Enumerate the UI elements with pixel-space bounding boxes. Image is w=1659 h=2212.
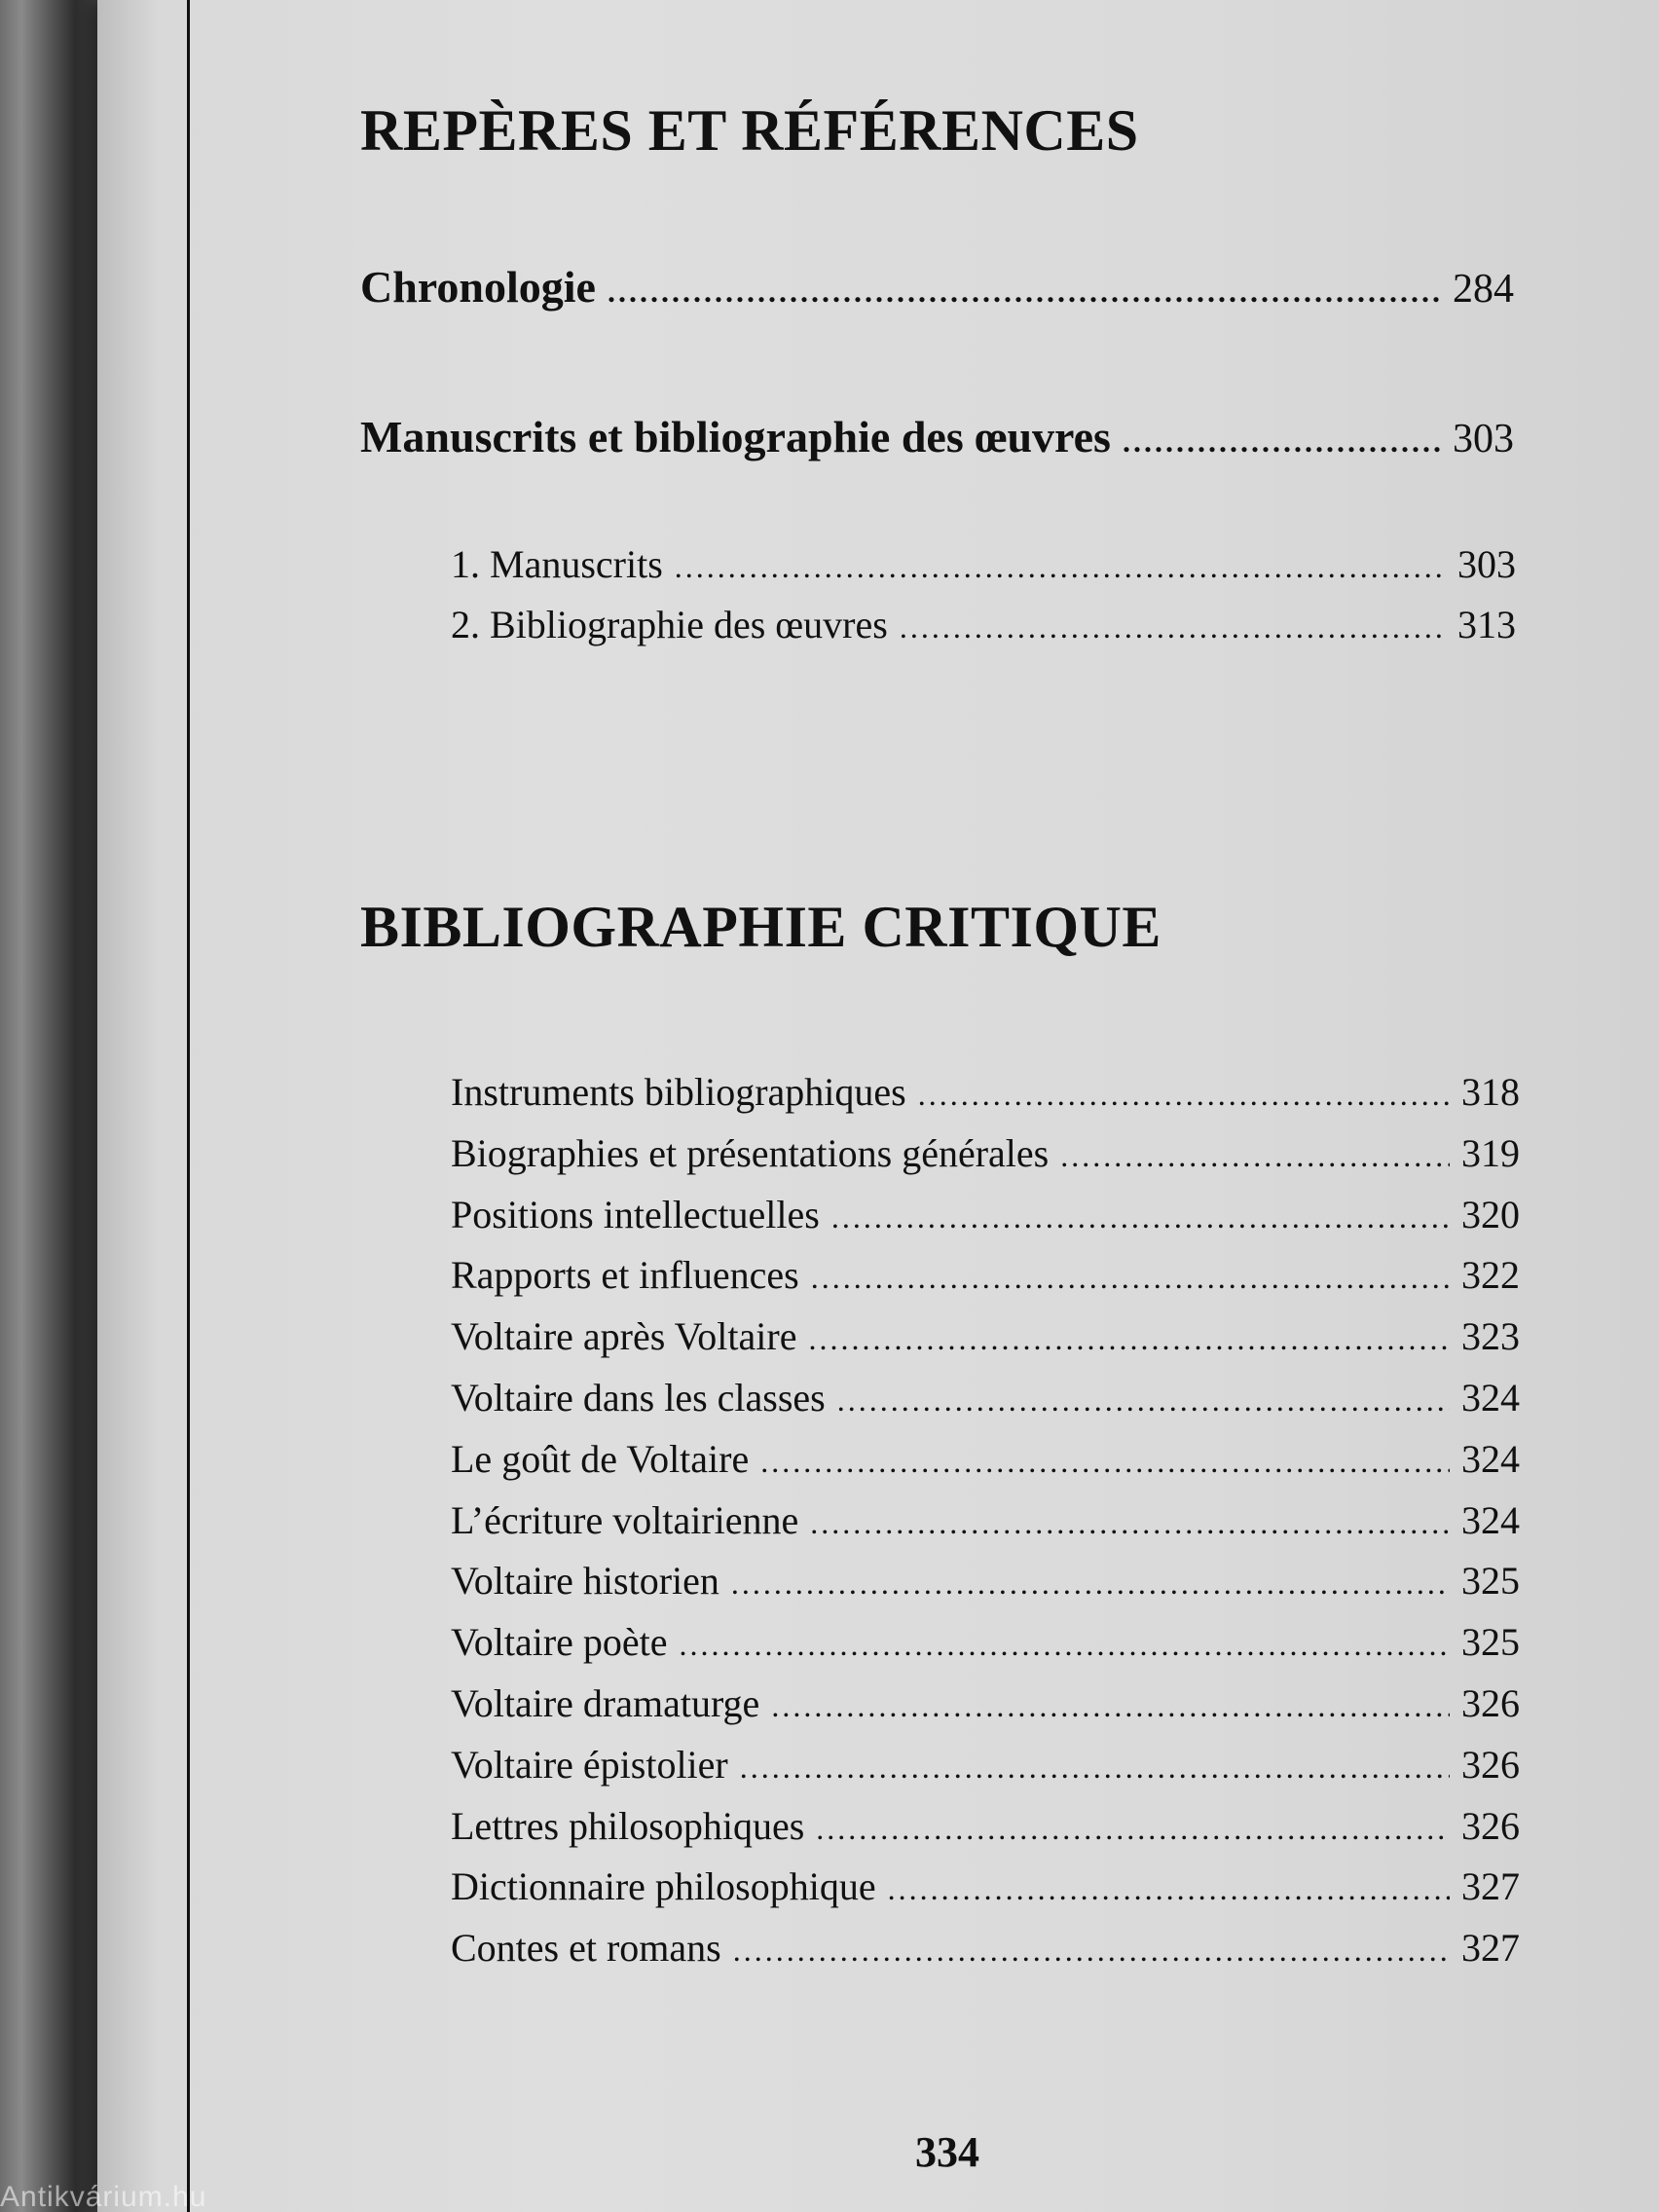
- toc-entry-label: Voltaire poète: [451, 1620, 668, 1664]
- toc-entry: [451, 1313, 1520, 1359]
- dot-leader: [675, 549, 1446, 585]
- dot-leader: [831, 1199, 1450, 1235]
- toc-entry-label: Instruments bibliographiques: [451, 1070, 906, 1114]
- toc-entry-label: Voltaire historien: [451, 1559, 719, 1603]
- toc-entry-page: 325: [1461, 1559, 1520, 1603]
- toc-entry: [451, 1375, 1520, 1420]
- toc-entry-label: L’écriture voltairienne: [451, 1498, 799, 1542]
- toc-entry-page: 322: [1461, 1253, 1520, 1297]
- toc-entry-label: Manuscrits et bibliographie des œuvres: [360, 412, 1111, 461]
- toc-entry-page: 325: [1461, 1620, 1520, 1664]
- dot-leader: [1123, 424, 1441, 460]
- toc-entry-label: Voltaire épistolier: [451, 1743, 728, 1787]
- toc-entry: [451, 1558, 1520, 1604]
- toc-entry: [451, 1863, 1520, 1909]
- page-number: 334: [915, 2128, 979, 2176]
- toc-entry: [451, 1130, 1520, 1176]
- toc-entry-page: 326: [1461, 1743, 1520, 1787]
- dot-leader: [1060, 1138, 1450, 1174]
- dot-leader: [900, 609, 1446, 645]
- toc-entry: [451, 1252, 1520, 1298]
- toc-entry-page: 303: [1453, 417, 1514, 461]
- toc-entry-page: 303: [1457, 542, 1516, 586]
- dot-leader: [811, 1260, 1450, 1296]
- toc-entry-page: 327: [1461, 1864, 1520, 1908]
- toc-entry-label: Dictionnaire philosophique: [451, 1864, 876, 1908]
- toc-entry-page: 284: [1453, 267, 1514, 312]
- toc-subentry-bibliographie-oeuvres: [451, 602, 1516, 647]
- watermark-text: Antikvárium.hu: [0, 2181, 207, 2212]
- toc-entry-label: Le goût de Voltaire: [451, 1437, 750, 1481]
- toc-entry-label: 1. Manuscrits: [451, 542, 663, 586]
- toc-entry-page: 324: [1461, 1498, 1520, 1542]
- dot-leader: [733, 1933, 1450, 1969]
- toc-entry-page: 327: [1461, 1926, 1520, 1970]
- dot-leader: [810, 1505, 1450, 1541]
- toc-entry-page: 320: [1461, 1193, 1520, 1236]
- toc-entry: [451, 1436, 1520, 1482]
- toc-entry-page: 324: [1461, 1376, 1520, 1419]
- toc-entry: [451, 1069, 1520, 1115]
- toc-entry-label: Lettres philosophiques: [451, 1804, 805, 1848]
- section-title-bibliographie-critique: BIBLIOGRAPHIE CRITIQUE: [360, 895, 1161, 959]
- toc-entry: [451, 1925, 1520, 1971]
- dot-leader: [837, 1382, 1450, 1419]
- toc-entry: [451, 1192, 1520, 1237]
- toc-entry-label: Contes et romans: [451, 1926, 721, 1970]
- toc-entry-page: 323: [1461, 1314, 1520, 1358]
- toc-entry-label: 2. Bibliographie des œuvres: [451, 603, 888, 646]
- toc-entry-chronologie: [360, 261, 1514, 313]
- toc-entry: [451, 1619, 1520, 1665]
- toc-entry-label: Voltaire après Voltaire: [451, 1314, 797, 1358]
- section-title-reperes: REPÈRES ET RÉFÉRENCES: [360, 98, 1139, 163]
- toc-entry-label: Voltaire dans les classes: [451, 1376, 826, 1419]
- toc-entry-label: Voltaire dramaturge: [451, 1681, 760, 1725]
- dot-leader: [731, 1566, 1450, 1602]
- toc-entry-manuscrits-bibliographie: [360, 411, 1514, 462]
- toc-entry: [451, 1803, 1520, 1849]
- toc-entry-label: Biographies et présentations générales: [451, 1131, 1050, 1175]
- dot-leader: [771, 1688, 1450, 1724]
- toc-entry-page: 326: [1461, 1804, 1520, 1848]
- dot-leader: [808, 1321, 1450, 1357]
- dot-leader: [608, 274, 1441, 310]
- toc-subentry-manuscrits: [451, 541, 1516, 587]
- toc-entry-label: Positions intellectuelles: [451, 1193, 820, 1236]
- toc-entry-page: 319: [1461, 1131, 1520, 1175]
- toc-entry: [451, 1680, 1520, 1726]
- dot-leader: [918, 1077, 1450, 1113]
- dot-leader: [760, 1444, 1450, 1480]
- toc-entry-page: 313: [1457, 603, 1516, 646]
- toc-entry: [451, 1497, 1520, 1543]
- dot-leader: [888, 1871, 1450, 1907]
- toc-entry-label: Rapports et influences: [451, 1253, 799, 1297]
- dot-leader: [816, 1811, 1450, 1847]
- toc-entry-label: Chronologie: [360, 262, 596, 312]
- dot-leader: [680, 1627, 1450, 1663]
- dot-leader: [740, 1750, 1450, 1786]
- toc-entry-page: 326: [1461, 1681, 1520, 1725]
- toc-entry: [451, 1742, 1520, 1788]
- toc-entry-page: 324: [1461, 1437, 1520, 1481]
- toc-entry-page: 318: [1461, 1070, 1520, 1114]
